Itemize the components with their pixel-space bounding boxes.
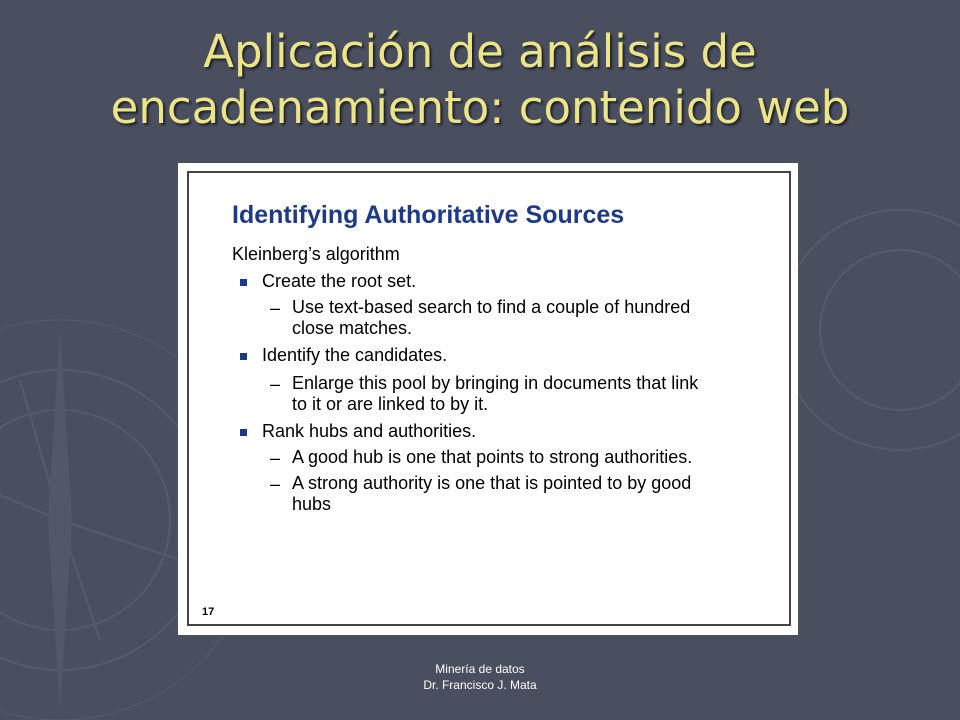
bullet-item-3: Rank hubs and authorities. [262, 421, 477, 441]
bullet-item-1: Create the root set. [262, 271, 417, 291]
sub-item-1-1 [292, 297, 690, 339]
footer [330, 661, 630, 693]
sub-item-1-1-line-2: close matches. [292, 318, 413, 338]
sub-item-2-1-line-1: Enlarge this pool by bringing in documents that link [292, 373, 699, 393]
sub-item-2-1-line-2: to it or are linked to by it. [292, 394, 489, 414]
sub-item-3-1 [292, 447, 692, 468]
embedded-slide-subtitle: Kleinberg’s algorithm [232, 244, 400, 264]
embedded-slide-title: Identifying Authoritative Sources [232, 201, 625, 229]
sub-item-3-2-line-2: hubs [292, 494, 332, 514]
bullet-icon [240, 353, 247, 360]
slide-title-line-1: Aplicación de análisis de [203, 25, 757, 78]
sub-item-1-1-line-1: Use text-based search to find a couple of hundred [292, 297, 691, 317]
sub-item-3-2 [292, 473, 691, 515]
bullet-icon [240, 279, 247, 286]
dash-icon: – [270, 474, 281, 494]
dash-icon: – [270, 298, 281, 318]
sub-item-2-1 [292, 373, 698, 415]
slide-title-line-2: encadenamiento: contenido web [110, 81, 850, 134]
embedded-slide-image [178, 163, 798, 635]
sub-item-3-1-line-1: A good hub is one that points to strong authorities. [292, 447, 693, 467]
embedded-page-number: 17 [202, 606, 215, 618]
bullet-icon [240, 429, 247, 436]
footer-course: Minería de datos [435, 662, 525, 676]
sub-item-3-2-line-1: A strong authority is one that is pointed to by good [292, 473, 692, 493]
bullet-item-2: Identify the candidates. [262, 345, 448, 365]
dash-icon: – [270, 448, 281, 468]
dash-icon: – [270, 374, 281, 394]
footer-author: Dr. Francisco J. Mata [423, 678, 537, 692]
slide-title [40, 24, 920, 136]
